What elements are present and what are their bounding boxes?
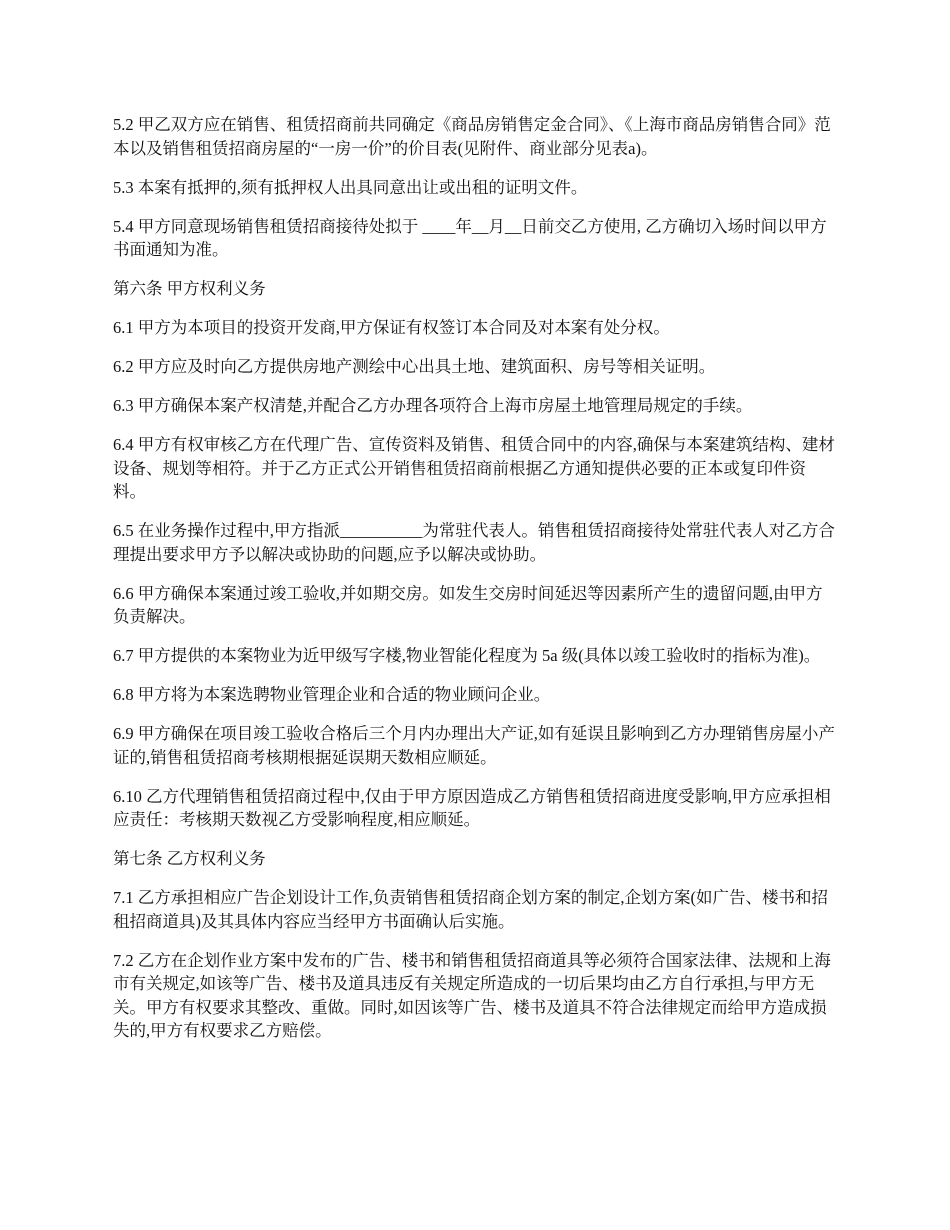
clause-5-4: 5.4 甲方同意现场销售租赁招商接待处拟于 ____年__月__日前交乙方使用, 乙方确切入场时间以甲方书面通知为准。	[113, 216, 827, 259]
clause-7-2: 7.2 乙方在企划作业方案中发布的广告、楼书和销售租赁招商道具等必须符合国家法律、法规和上海市有关规定,如该等广告、楼书及道具违反有关规定所造成的一切后果均由乙方自行承担,与甲方无关。甲方有权要求其整改、重做。同时,如因该等广告、楼书及道具不符合法律规定而给甲方造成损失的,甲方有权要求乙方赔偿。	[113, 950, 831, 1040]
clause-6-6: 6.6 甲方确保本案通过竣工验收,并如期交房。如发生交房时间延迟等因素所产生的遗留问题,由甲方负责解决。	[113, 583, 823, 626]
document-page	[113, 113, 835, 1058]
clause-7-1: 7.1 乙方承担相应广告企划设计工作,负责销售租赁招商企划方案的制定,企划方案(如广告、楼书和招租招商道具)及其具体内容应当经甲方书面确认后实施。	[113, 888, 828, 931]
clause-6-7: 6.7 甲方提供的本案物业为近甲级写字楼,物业智能化程度为 5a 级(具体以竣工验收时的指标为准)。	[113, 646, 821, 665]
clause-6-10: 6.10 乙方代理销售租赁招商过程中,仅由于甲方原因造成乙方销售租赁招商进度受影响,甲方应承担相应责任：考核期天数视乙方受影响程度,相应顺延。	[113, 786, 831, 829]
article-6-heading: 第六条 甲方权利义务	[113, 279, 266, 298]
clause-6-4: 6.4 甲方有权审核乙方在代理广告、宣传资料及销售、租赁合同中的内容,确保与本案建筑结构、建材设备、规划等相符。并于乙方正式公开销售租赁招商前根据乙方通知提供必要的正本或复印件资料。	[113, 435, 835, 501]
clause-5-3: 5.3 本案有抵押的,须有抵押权人出具同意出让或出租的证明文件。	[113, 177, 588, 197]
clause-6-1: 6.1 甲方为本项目的投资开发商,甲方保证有权签订本合同及对本案有处分权。	[113, 318, 670, 337]
clause-6-5: 6.5 在业务操作过程中,甲方指派__________为常驻代表人。销售租赁招商接待处常驻代表人对乙方合理提出要求甲方予以解决或协助的问题,应予以解决或协助。	[113, 521, 835, 564]
clause-6-8: 6.8 甲方将为本案选聘物业管理企业和合适的物业顾问企业。	[113, 685, 551, 704]
clause-5-2: 5.2 甲乙双方应在销售、租赁招商前共同确定《商品房销售定金合同》、《上海市商品房销售合同》范本以及销售租赁招商房屋的“一房一价”的价目表(见附件、商业部分见表a)。	[113, 115, 831, 158]
clause-6-2: 6.2 甲方应及时向乙方提供房地产测绘中心出具土地、建筑面积、房号等相关证明。	[113, 357, 716, 376]
clause-6-3: 6.3 甲方确保本案产权清楚,并配合乙方办理各项符合上海市房屋土地管理局规定的手续。	[113, 396, 753, 415]
clause-6-9: 6.9 甲方确保在项目竣工验收合格后三个月内办理出大产证,如有延误且影响到乙方办理销售房屋小产证的,销售租赁招商考核期根据延误期天数相应顺延。	[113, 724, 835, 767]
article-7-heading: 第七条 乙方权利义务	[113, 849, 266, 868]
